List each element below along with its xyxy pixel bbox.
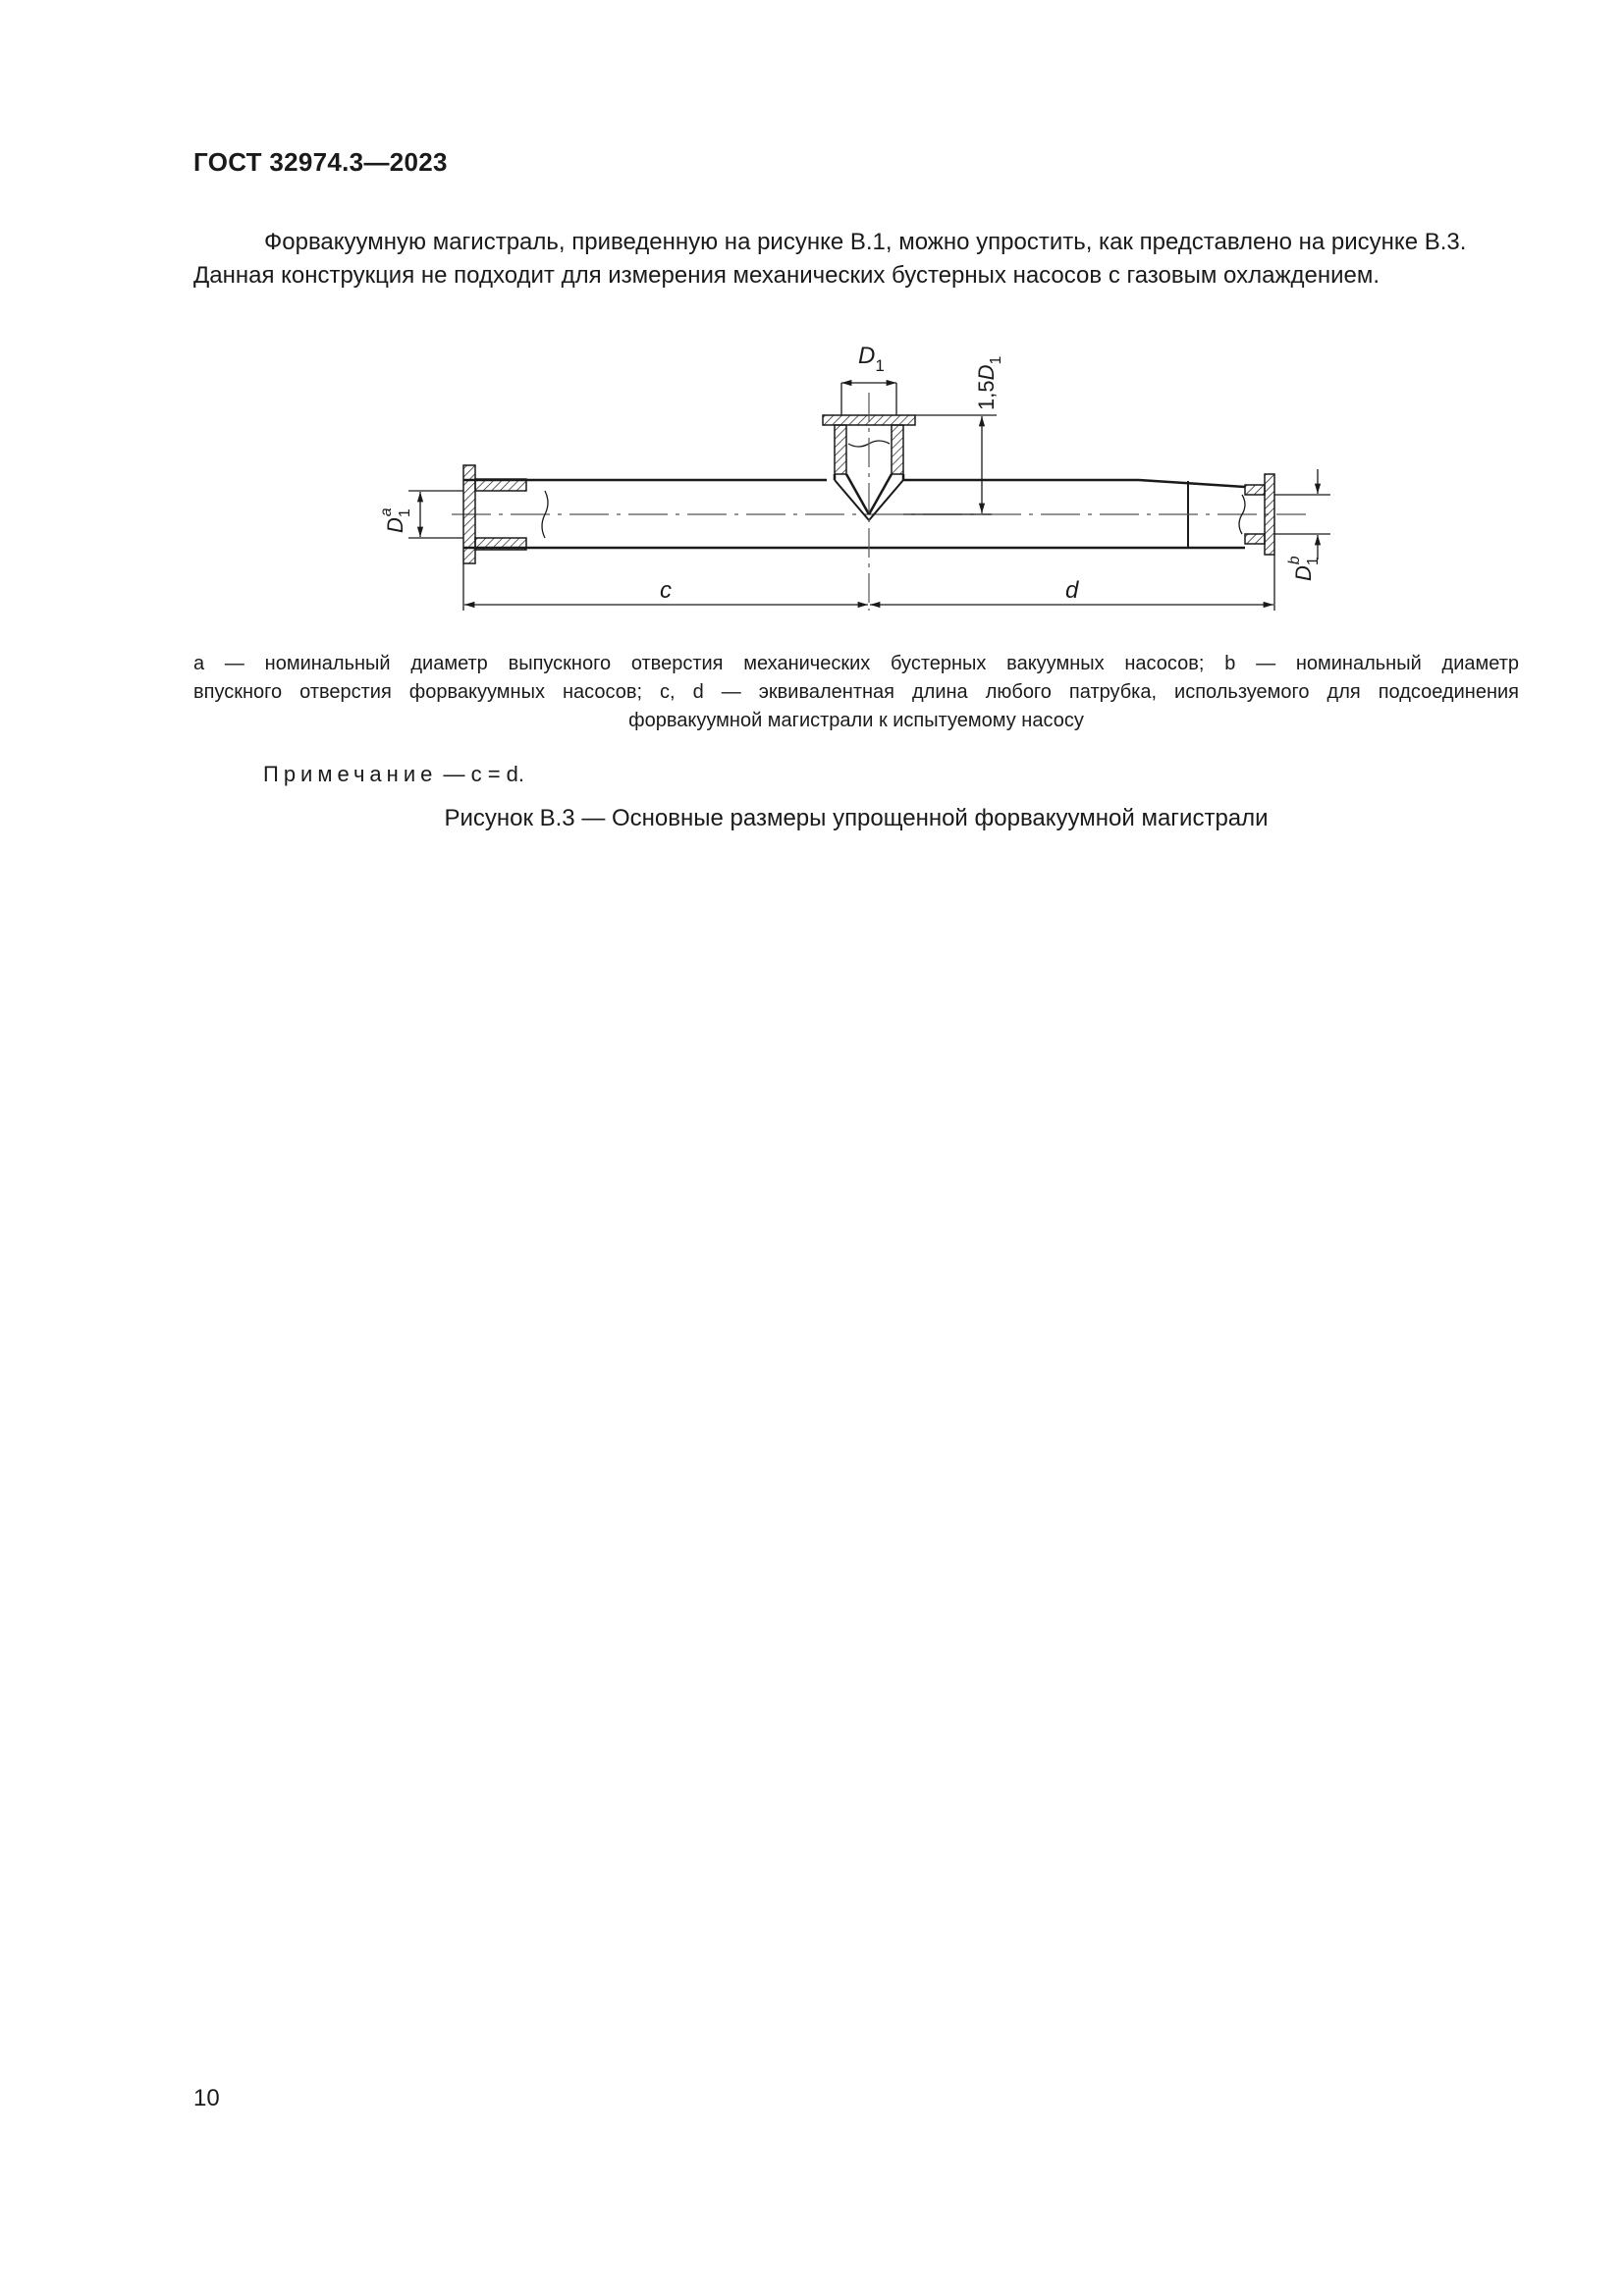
figure-caption: Рисунок В.3 — Основные размеры упрощенной форвакуумной магистрали <box>444 805 1269 831</box>
intro-paragraph <box>193 226 1519 293</box>
figure-note <box>263 762 524 787</box>
legend-line-2: впускного отверстия форвакуумных насосов; c, d — эквивалентная длина любого патрубка, используемого для подсоединения <box>193 681 1519 703</box>
label-c: c <box>660 577 672 604</box>
label-d1-top: $D_1$ <box>858 343 885 375</box>
label-height: $1,5D_1$ <box>974 355 1004 410</box>
intro-line-1: Форвакуумную магистраль, приведенную на рисунке В.1, можно упростить, как представлено на рисунке В.3. <box>264 229 1467 255</box>
figure-b3-drawing <box>373 334 1355 628</box>
figure-legend <box>193 650 1519 735</box>
legend-line-3: форвакуумной магистрали к испытуемому насосу <box>628 710 1084 731</box>
label-d1a: $D_1a$ <box>378 507 413 533</box>
page-number: 10 <box>193 2085 220 2111</box>
label-d1b: $D_1b$ <box>1286 556 1322 581</box>
document-header: ГОСТ 32974.3—2023 <box>193 147 448 177</box>
note-label: Примечание <box>263 762 438 786</box>
label-d: d <box>1065 577 1079 604</box>
note-text: — c = d. <box>443 762 525 786</box>
legend-line-1: a — номинальный диаметр выпускного отверстия механических бустерных вакуумных насосов; b — номинальный диаметр <box>193 653 1519 674</box>
intro-line-2: Данная конструкция не подходит для измерения механических бустерных насосов с газовым охлаждением. <box>193 262 1380 289</box>
